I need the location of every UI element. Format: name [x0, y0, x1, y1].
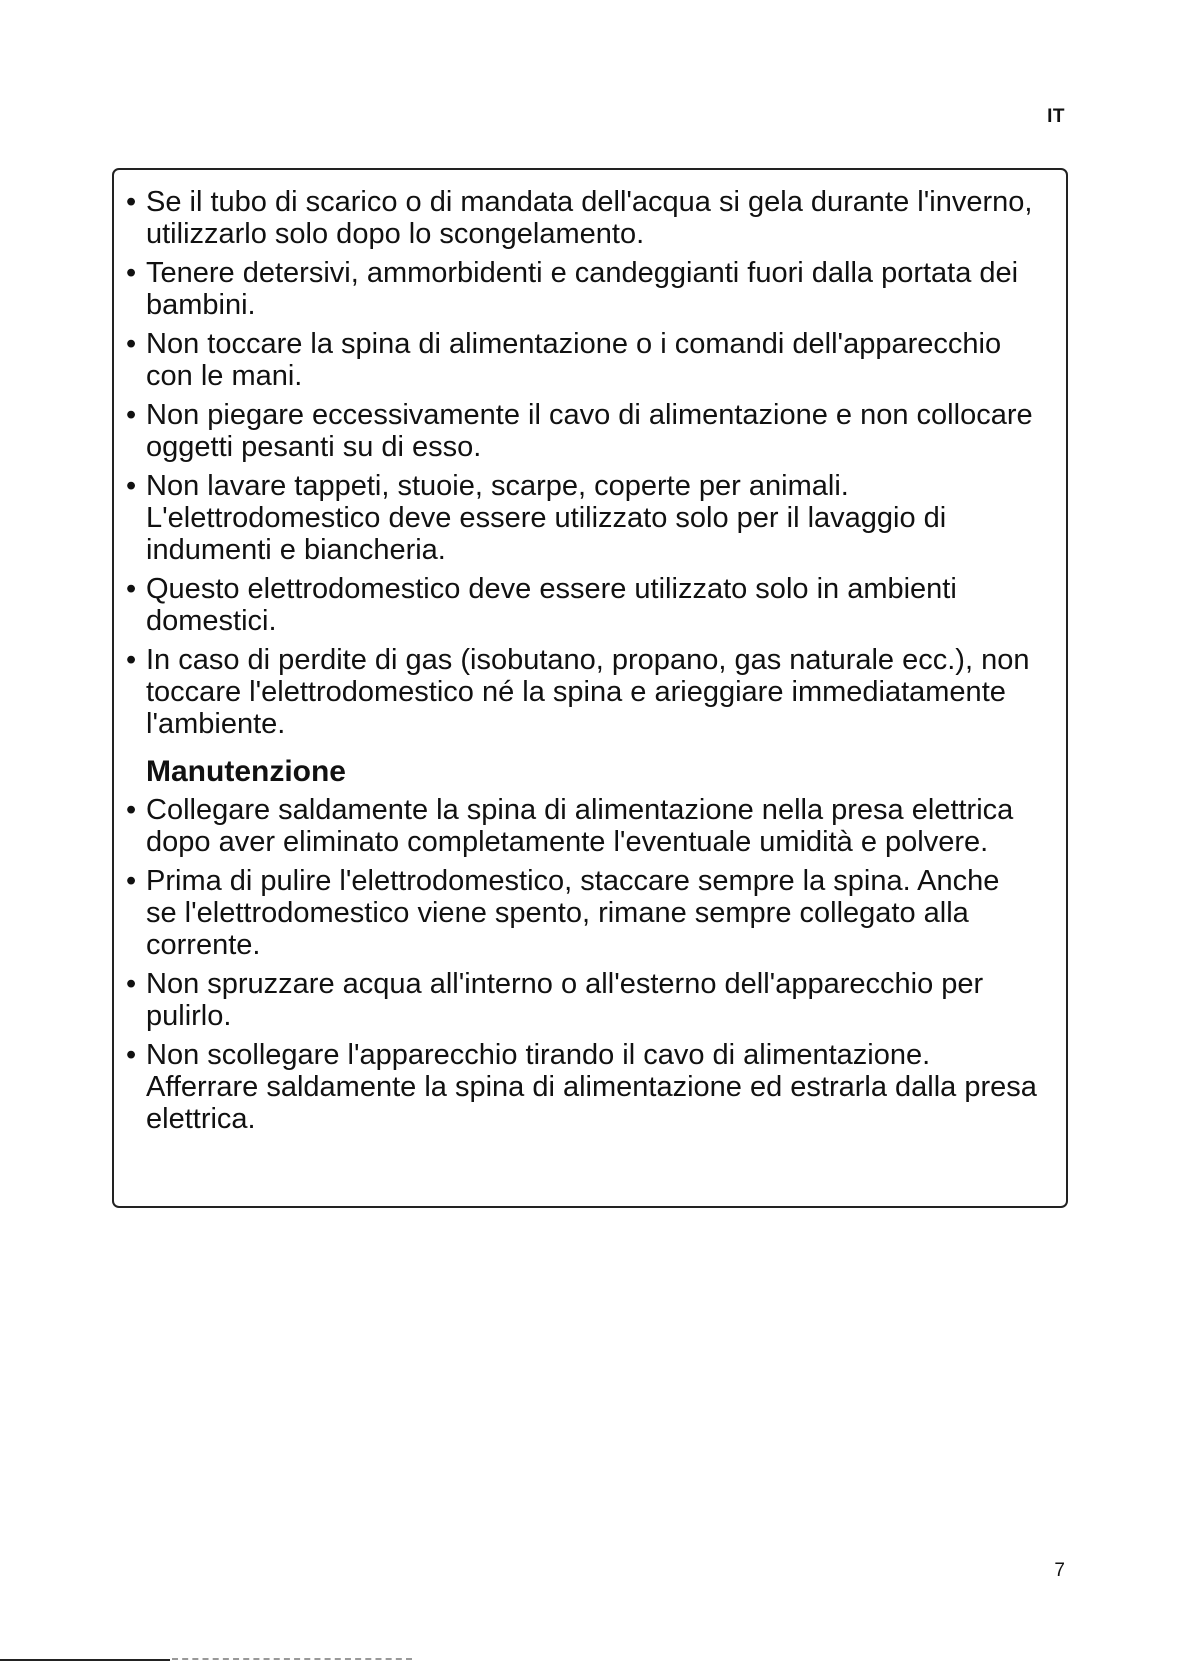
list-item	[126, 794, 1038, 858]
footer-rule	[0, 1659, 170, 1661]
bullet-icon: •	[126, 968, 137, 1000]
list-item	[126, 186, 1038, 250]
section-title-maintenance: Manutenzione	[146, 755, 346, 788]
list-item	[126, 1039, 1038, 1135]
list-item-text: Questo elettrodomestico deve essere utilizzato solo in ambienti domestici.	[146, 573, 957, 637]
list-item	[126, 865, 1038, 961]
bullet-icon: •	[126, 186, 137, 218]
list-item-text: In caso di perdite di gas (isobutano, propano, gas naturale ecc.), non toccare l'elettrodomestico né la spina e arieggiare immediatamente l'ambiente.	[146, 644, 1030, 740]
list-item-text: Non toccare la spina di alimentazione o i comandi dell'apparecchio con le mani.	[146, 328, 1002, 392]
list-item-text: Prima di pulire l'elettrodomestico, staccare sempre la spina. Anche se l'elettrodomestico viene spento, rimane sempre collegato alla corrente.	[146, 865, 1000, 961]
footer-dashes	[172, 1658, 412, 1660]
list-item	[126, 328, 1038, 392]
bullet-icon: •	[126, 865, 137, 897]
list-item	[126, 968, 1038, 1032]
bullet-icon: •	[126, 257, 137, 289]
list-item	[126, 573, 1038, 637]
bullet-icon: •	[126, 399, 137, 431]
bullet-icon: •	[126, 470, 137, 502]
list-item-text: Collegare saldamente la spina di alimentazione nella presa elettrica dopo aver eliminato completamente l'eventuale umidità e polvere.	[146, 794, 1014, 858]
bullet-icon: •	[126, 573, 137, 605]
language-tag: IT	[1047, 106, 1065, 127]
list-item-text: Non lavare tappeti, stuoie, scarpe, coperte per animali. L'elettrodomestico deve essere utilizzato solo per il lavaggio di indumenti e biancheria.	[146, 470, 947, 566]
list-item	[126, 257, 1038, 321]
list-item-text: Se il tubo di scarico o di mandata dell'acqua si gela durante l'inverno, utilizzarlo solo dopo lo scongelamento.	[146, 186, 1033, 250]
list-item-text: Non piegare eccessivamente il cavo di alimentazione e non collocare oggetti pesanti su di esso.	[146, 399, 1033, 463]
bullet-icon: •	[126, 794, 137, 826]
list-item	[126, 644, 1038, 740]
safety-instructions-box	[112, 168, 1068, 1208]
page-number: 7	[1054, 1560, 1065, 1581]
list-item-text: Non spruzzare acqua all'interno o all'esterno dell'apparecchio per pulirlo.	[146, 968, 984, 1032]
list-item	[126, 399, 1038, 463]
bullet-icon: •	[126, 328, 137, 360]
list-item-text: Non scollegare l'apparecchio tirando il cavo di alimentazione. Afferrare saldamente la spina di alimentazione ed estrarla dalla presa elettrica.	[146, 1039, 1037, 1135]
bullet-icon: •	[126, 644, 137, 676]
bullet-icon: •	[126, 1039, 137, 1071]
list-item	[126, 470, 1038, 566]
list-item-text: Tenere detersivi, ammorbidenti e candeggianti fuori dalla portata dei bambini.	[146, 257, 1019, 321]
